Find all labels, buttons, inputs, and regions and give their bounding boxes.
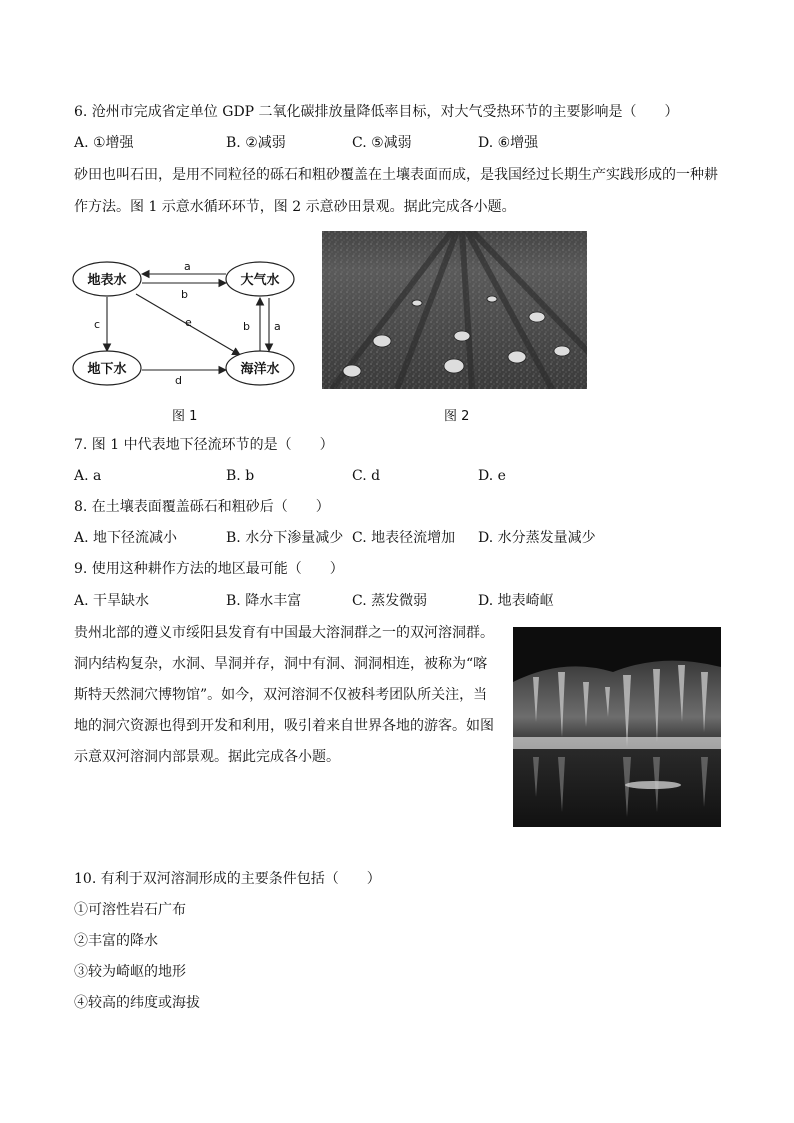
edge-label-d: d	[175, 374, 182, 387]
cave-interior-photo	[513, 627, 721, 827]
edge-label-e: e	[185, 316, 192, 329]
q7-option-c[interactable]: C. d	[352, 468, 381, 484]
q9-option-d[interactable]: D. 地表崎岖	[478, 593, 554, 609]
q10-item-3: ③较为崎岖的地形	[74, 964, 186, 980]
figure-2-caption: 图 2	[444, 409, 470, 424]
q8-option-a[interactable]: A. 地下径流减小	[74, 530, 178, 546]
question-6-stem: 6. 沧州市完成省定单位 GDP 二氧化碳排放量降低率目标，对大气受热环节的主要影响是（ ）	[74, 104, 679, 120]
question-10-stem: 10. 有利于双河溶洞形成的主要条件包括（ ）	[74, 871, 381, 887]
question-7-stem: 7. 图 1 中代表地下径流环节的是（ ）	[74, 437, 334, 453]
cave-intro-line-5: 示意双河溶洞内部景观。据此完成各小题。	[74, 749, 340, 765]
q6-option-b[interactable]: B. ②减弱	[226, 135, 286, 151]
edge-label-b-top: b	[181, 288, 188, 301]
q7-option-d[interactable]: D. e	[478, 468, 506, 484]
edge-label-c: c	[94, 318, 101, 331]
figure-1-caption: 图 1	[172, 409, 198, 424]
q8-option-c[interactable]: C. 地表径流增加	[352, 530, 456, 546]
q9-option-a[interactable]: A. 干旱缺水	[74, 593, 150, 609]
intro-paragraph-line-1: 砂田也叫石田，是用不同粒径的砾石和粗砂覆盖在土壤表面而成，是我国经过长期生产实践形成的一种耕	[74, 167, 718, 183]
q9-option-b[interactable]: B. 降水丰富	[226, 593, 302, 609]
q6-option-a[interactable]: A. ①增强	[74, 135, 134, 151]
q6-option-d[interactable]: D. ⑥增强	[478, 135, 539, 151]
q10-item-2: ②丰富的降水	[74, 933, 158, 949]
cave-intro-paragraph	[74, 618, 494, 773]
node-ground-water-label: 地下水	[87, 362, 127, 377]
q10-item-1: ①可溶性岩石广布	[74, 902, 186, 918]
q8-option-b[interactable]: B. 水分下渗量减少	[226, 530, 344, 546]
q10-item-4: ④较高的纬度或海拔	[74, 995, 200, 1011]
node-surface-water-label: 地表水	[87, 273, 127, 288]
q8-option-d[interactable]: D. 水分蒸发量减少	[478, 530, 596, 546]
cave-intro-line-4: 地的洞穴资源也得到开发和利用，吸引着来自世界各地的游客。如图	[74, 718, 494, 734]
intro-paragraph-line-2: 作方法。图 1 示意水循环环节，图 2 示意砂田景观。据此完成各小题。	[74, 199, 516, 215]
node-ocean-water-label: 海洋水	[240, 362, 280, 377]
question-9-stem: 9. 使用这种耕作方法的地区最可能（ ）	[74, 561, 344, 577]
q9-option-c[interactable]: C. 蒸发微弱	[352, 593, 428, 609]
cave-intro-line-3: 斯特天然洞穴博物馆”。如今，双河溶洞不仅被科考团队所关注，当	[74, 687, 488, 703]
cave-intro-line-1: 贵州北部的遵义市绥阳县发育有中国最大溶洞群之一的双河溶洞群。	[74, 625, 494, 641]
edge-label-a-top: a	[184, 260, 191, 273]
water-cycle-diagram	[60, 250, 310, 395]
question-8-stem: 8. 在土壤表面覆盖砾石和粗砂后（ ）	[74, 499, 330, 515]
sand-field-photo	[322, 231, 587, 389]
edge-label-b-right: b	[243, 320, 250, 333]
q7-option-a[interactable]: A. a	[74, 468, 102, 484]
q7-option-b[interactable]: B. b	[226, 468, 255, 484]
cave-intro-line-2: 洞内结构复杂，水洞、旱洞并存，洞中有洞、洞洞相连，被称为“喀	[74, 656, 488, 672]
edge-label-a-right: a	[274, 320, 281, 333]
node-atmospheric-water-label: 大气水	[240, 273, 280, 288]
q6-option-c[interactable]: C. ⑤减弱	[352, 135, 412, 151]
